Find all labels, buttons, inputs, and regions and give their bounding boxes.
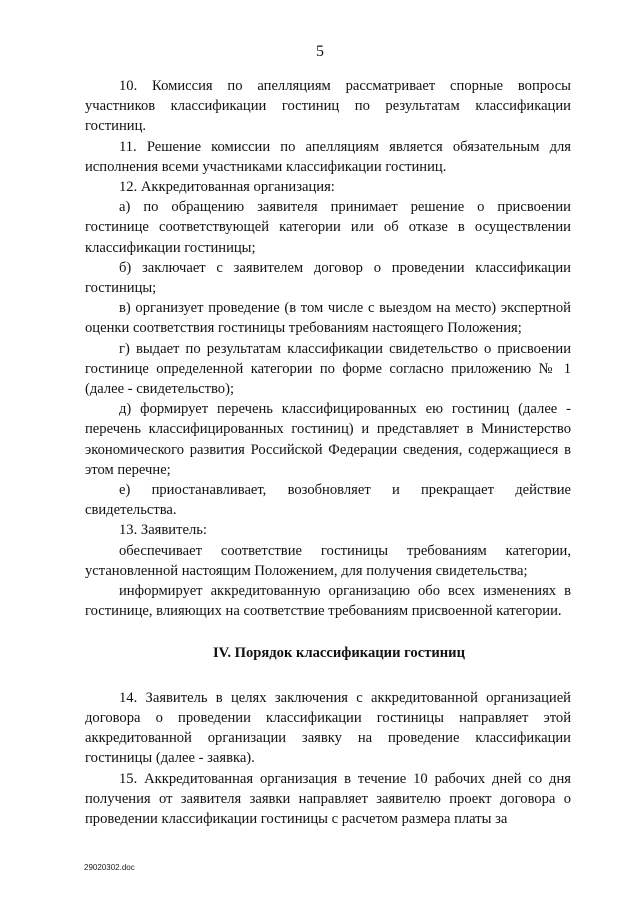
- section-heading: IV. Порядок классификации гостиниц: [213, 645, 465, 662]
- paragraph-13-2: информирует аккредитованную организацию обо всех изменениях в гостинице, влияющих на соответствие требованиям присвоенной категории.: [85, 583, 571, 620]
- paragraph-14: 14. Заявитель в целях заключения с аккредитованной организацией договора о проведении классификации гостиницы направляет этой аккредитованной организации заявку на проведение классификации гостиницы (далее - заявка).: [85, 689, 571, 767]
- footer-filename: 29020302.doc: [84, 863, 135, 872]
- paragraph-12-d: д) формирует перечень классифицированных ею гостиниц (далее - перечень классифицированных гостиниц) и представляет в Министерство экономического развития Российской Федерации сведения, содержащиеся в этом перечне;: [85, 401, 571, 478]
- paragraph-13: 13. Заявитель:: [119, 522, 207, 539]
- paragraph-12-a: а) по обращению заявителя принимает решение о присвоении гостинице соответствующей категории или об отказе в осуществлении классификации гостиницы;: [85, 199, 571, 256]
- paragraph-12-g: г) выдает по результатам классификации свидетельство о присвоении гостинице определенной категории по форме согласно приложению № 1 (далее - свидетельство);: [85, 340, 571, 398]
- paragraph-12-e: е) приостанавливает, возобновляет и прекращает действие свидетельства.: [85, 482, 571, 519]
- page-number: 5: [316, 43, 324, 60]
- paragraph-13-1: обеспечивает соответствие гостиницы требованиям категории, установленной настоящим Положением, для получения свидетельства;: [85, 542, 571, 579]
- paragraph-10: 10. Комиссия по апелляциям рассматривает спорные вопросы участников классификации гостиниц по результатам классификации гостиниц.: [85, 78, 571, 135]
- paragraph-12: 12. Аккредитованная организация:: [119, 179, 335, 196]
- paragraph-12-b: б) заключает с заявителем договор о проведении классификации гостиницы;: [85, 259, 571, 297]
- paragraph-11: 11. Решение комиссии по апелляциям является обязательным для исполнения всеми участниками классификации гостиниц.: [85, 138, 571, 175]
- paragraph-15: 15. Аккредитованная организация в течение 10 рабочих дней со дня получения от заявителя заявки направляет заявителю проект договора о проведении классификации гостиницы с расчетом размера платы за: [85, 770, 571, 827]
- paragraph-12-v: в) организует проведение (в том числе с выездом на место) экспертной оценки соответствия гостиницы требованиям настоящего Положения;: [85, 300, 571, 337]
- document-body: [85, 76, 571, 829]
